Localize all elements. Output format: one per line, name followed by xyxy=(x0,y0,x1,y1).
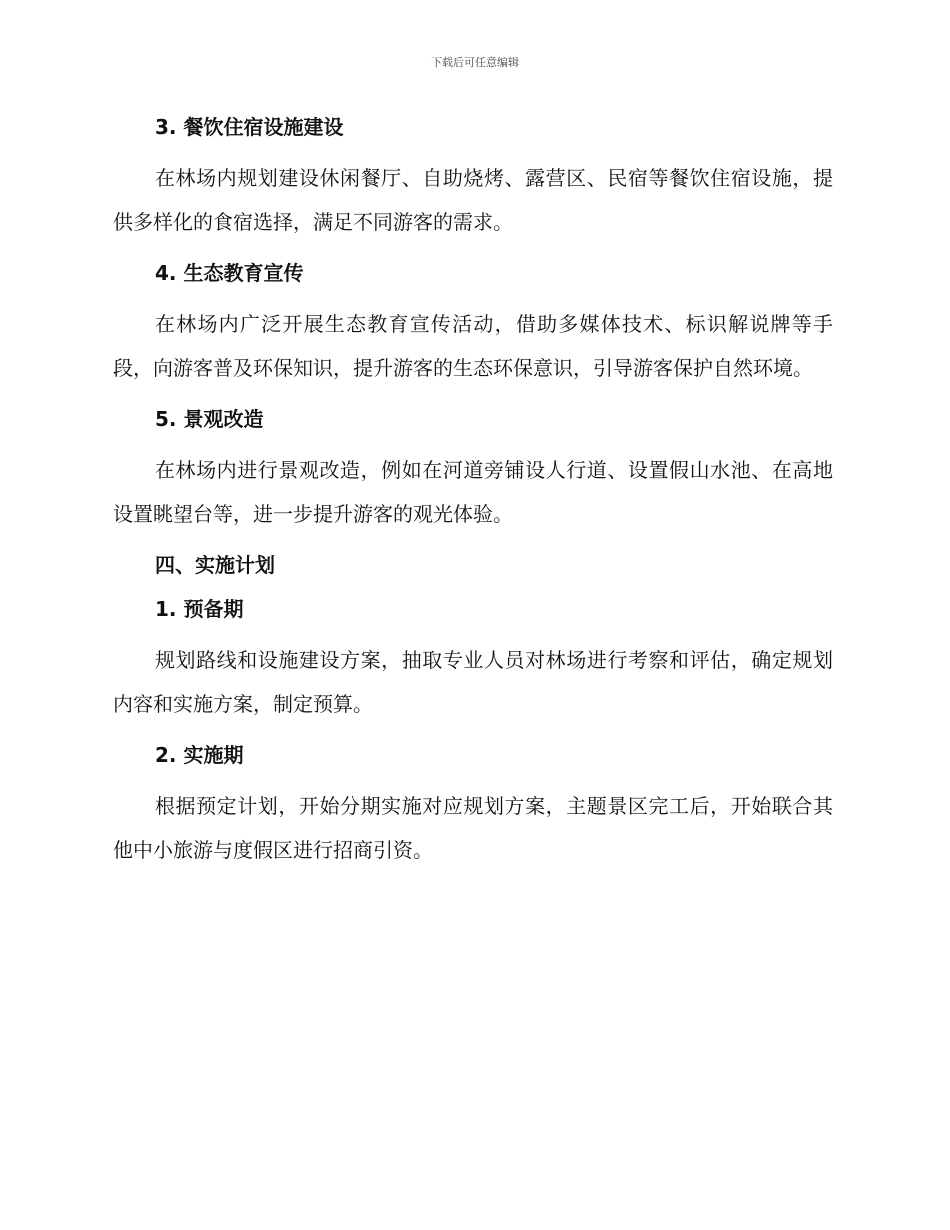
section-heading-eco-education: 4. 生态教育宣传 xyxy=(155,261,304,285)
paragraph-catering: 在林场内规划建设休闲餐厅、自助烧烤、露营区、民宿等餐饮住宿设施，提供多样化的食宿选择，满足不同游客的需求。 xyxy=(113,166,833,234)
chapter-heading-implementation: 四、实施计划 xyxy=(155,553,275,577)
page-header-note: 下载后可任意编辑 xyxy=(431,56,519,69)
section-heading-execution: 2. 实施期 xyxy=(155,743,244,767)
paragraph-landscape: 在林场内进行景观改造，例如在河道旁铺设人行道、设置假山水池、在高地设置眺望台等，进一步提升游客的观光体验。 xyxy=(113,458,833,526)
section-heading-catering: 3. 餐饮住宿设施建设 xyxy=(155,115,344,139)
document-body xyxy=(113,112,833,886)
section-heading-landscape: 5. 景观改造 xyxy=(155,407,264,431)
paragraph-eco-education: 在林场内广泛开展生态教育宣传活动，借助多媒体技术、标识解说牌等手段，向游客普及环保知识，提升游客的生态环保意识，引导游客保护自然环境。 xyxy=(113,312,833,380)
paragraph-preparation: 规划路线和设施建设方案，抽取专业人员对林场进行考察和评估，确定规划内容和实施方案，制定预算。 xyxy=(113,648,833,716)
paragraph-execution: 根据预定计划，开始分期实施对应规划方案，主题景区完工后，开始联合其他中小旅游与度假区进行招商引资。 xyxy=(113,794,833,862)
section-heading-preparation: 1. 预备期 xyxy=(155,597,244,621)
